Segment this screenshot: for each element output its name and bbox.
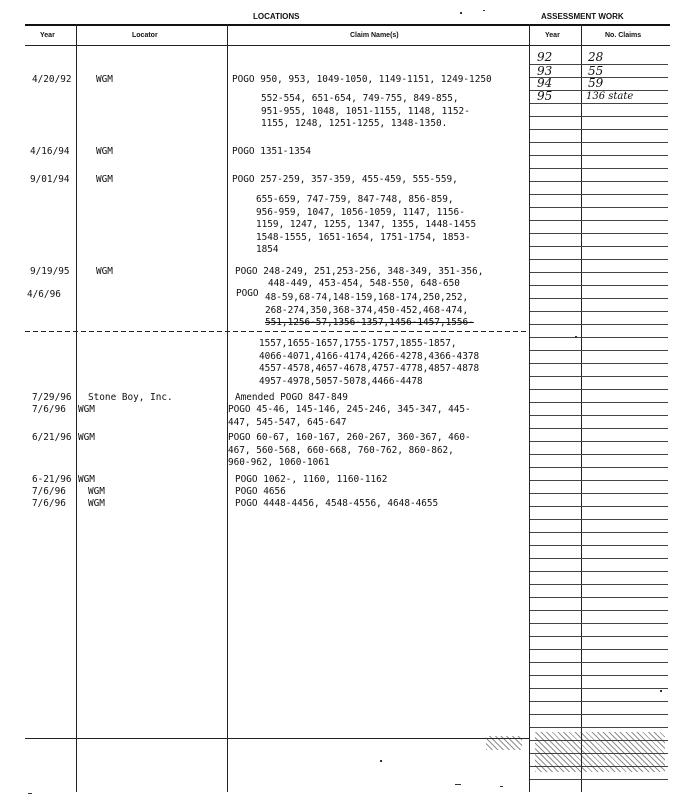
entry-locator: WGM <box>78 404 95 415</box>
entry-claims <box>235 498 438 511</box>
claims-line: 448-449, 453-454, 548-550, 648-650 <box>268 278 460 289</box>
entry-claims <box>235 392 348 405</box>
top-rule <box>25 24 670 26</box>
scan-speck <box>500 786 503 787</box>
assessment-claims: 28 <box>588 50 604 64</box>
col-aw-year-header: Year <box>545 32 560 39</box>
entry-claims <box>265 292 474 330</box>
claims-line: 48-59,68-74,148-159,168-174,250,252, <box>265 292 469 303</box>
assessment-claims: 136 state <box>586 91 634 102</box>
claims-line: 1557,1655-1657,1755-1757,1855-1857, <box>259 338 457 349</box>
claims-line: 951-955, 1048, 1051-1155, 1148, 1152- <box>261 105 470 117</box>
assessment-year: 95 <box>537 89 553 103</box>
claims-line: POGO 4448-4456, 4548-4556, 4648-4655 <box>235 498 439 509</box>
entry-year: 7/29/96 <box>32 392 72 403</box>
entry-claims <box>235 266 483 279</box>
entry-claims-continued <box>261 93 470 131</box>
col-year-header: Year <box>40 32 55 39</box>
header-rule <box>25 45 670 46</box>
claims-line: 447, 545-547, 645-647 <box>228 416 347 428</box>
entry-locator: WGM <box>96 174 113 185</box>
entry-claims-prefix: POGO <box>236 288 259 299</box>
scan-noise <box>535 732 665 772</box>
claims-line: 1854 <box>256 244 279 256</box>
assessment-year: 92 <box>537 50 553 64</box>
assessment-work-heading: ASSESSMENT WORK <box>541 12 624 21</box>
entry-claims <box>228 404 471 429</box>
claims-line: POGO 4656 <box>235 486 286 497</box>
entry-claims-continued <box>256 194 476 257</box>
entry-claims-continued <box>268 278 460 291</box>
scan-speck <box>28 793 32 794</box>
locations-heading: LOCATIONS <box>253 12 300 21</box>
scan-noise <box>486 736 522 750</box>
col-no-claims-header: No. Claims <box>605 32 642 39</box>
assessment-year: 93 <box>537 64 553 78</box>
entry-claims <box>235 474 387 487</box>
claims-line: POGO 950, 953, 1049-1050, 1149-1151, 1249-1250 <box>232 74 492 85</box>
entry-year: 9/19/95 <box>30 266 70 277</box>
entry-year: 6/21/96 <box>32 432 72 443</box>
col-divider-1 <box>76 24 77 792</box>
claims-line: 655-659, 747-759, 847-748, 856-859, <box>256 194 454 205</box>
entry-locator: WGM <box>96 74 113 85</box>
claims-line: 268-274,350,368-374,450-452,468-474, <box>265 304 469 316</box>
col-claim-names-header: Claim Name(s) <box>350 32 399 39</box>
claims-line: POGO 60-67, 160-167, 260-267, 360-367, 460- <box>228 432 471 443</box>
entry-claims <box>232 74 492 87</box>
claims-line: POGO 1351-1354 <box>232 146 312 157</box>
claims-line: Amended POGO 847-849 <box>235 392 348 403</box>
entry-year: 4/16/94 <box>30 146 70 157</box>
col-locator-header: Locator <box>132 32 158 39</box>
entry-claims <box>232 174 458 187</box>
entry-locator: WGM <box>96 266 113 277</box>
scan-speck <box>660 690 662 692</box>
claims-line: POGO 45-46, 145-146, 245-246, 345-347, 445- <box>228 404 471 415</box>
entry-locator: WGM <box>78 432 95 443</box>
entry-claims-continued <box>259 338 479 388</box>
claims-line: 552-554, 651-654, 749-755, 849-855, <box>261 93 459 104</box>
claims-line: 551,1256-57,1356-1357,1456-1457,1556- <box>265 317 474 329</box>
entry-claims <box>232 146 311 159</box>
entry-locator: WGM <box>96 146 113 157</box>
assessment-claims: 59 <box>588 76 604 90</box>
entry-year: 7/6/96 <box>32 404 66 415</box>
entry-locator: Stone Boy, Inc. <box>88 392 173 403</box>
entry-claims <box>235 486 286 499</box>
claims-line: 1155, 1248, 1251-1255, 1348-1350. <box>261 118 448 130</box>
claims-line: 4957-4978,5057-5078,4466-4478 <box>259 375 423 387</box>
entry-year: 7/6/96 <box>32 486 66 497</box>
assessment-claims: 55 <box>588 64 604 78</box>
scan-speck <box>455 784 461 785</box>
claims-line: 956-959, 1047, 1056-1059, 1147, 1156- <box>256 206 465 218</box>
entry-year: 6-21/96 <box>32 474 72 485</box>
claims-line: POGO 248-249, 251,253-256, 348-349, 351-356, <box>235 266 484 277</box>
claims-line: POGO 1062-, 1160, 1160-1162 <box>235 474 388 485</box>
entry-locator: WGM <box>88 498 105 509</box>
claims-line: 1548-1555, 1651-1654, 1751-1754, 1853- <box>256 231 471 243</box>
entry-year: 7/6/96 <box>32 498 66 509</box>
claims-line: 1159, 1247, 1255, 1347, 1355, 1448-1455 <box>256 219 477 231</box>
assessment-year: 94 <box>537 76 553 90</box>
entry-locator: WGM <box>78 474 95 485</box>
scan-speck <box>460 12 462 14</box>
scan-speck <box>575 336 577 338</box>
entry-year: 9/01/94 <box>30 174 70 185</box>
col-divider-3 <box>529 24 530 792</box>
entry-year: 4/6/96 <box>27 289 61 300</box>
claims-line: 467, 560-568, 660-668, 760-762, 860-862, <box>228 444 454 456</box>
dashed-separator <box>25 331 530 332</box>
scan-speck <box>380 760 382 762</box>
col-divider-4 <box>581 24 582 792</box>
entry-claims <box>228 432 471 470</box>
claims-line: 4557-4578,4657-4678,4757-4778,4857-4878 <box>259 363 480 375</box>
entry-locator: WGM <box>88 486 105 497</box>
bottom-rule <box>25 738 530 739</box>
scan-speck <box>483 10 485 11</box>
claims-line: POGO 257-259, 357-359, 455-459, 555-559, <box>232 174 458 185</box>
claims-line: 960-962, 1060-1061 <box>228 457 330 469</box>
claims-line: 4066-4071,4166-4174,4266-4278,4366-4378 <box>259 350 480 362</box>
entry-year: 4/20/92 <box>32 74 72 85</box>
